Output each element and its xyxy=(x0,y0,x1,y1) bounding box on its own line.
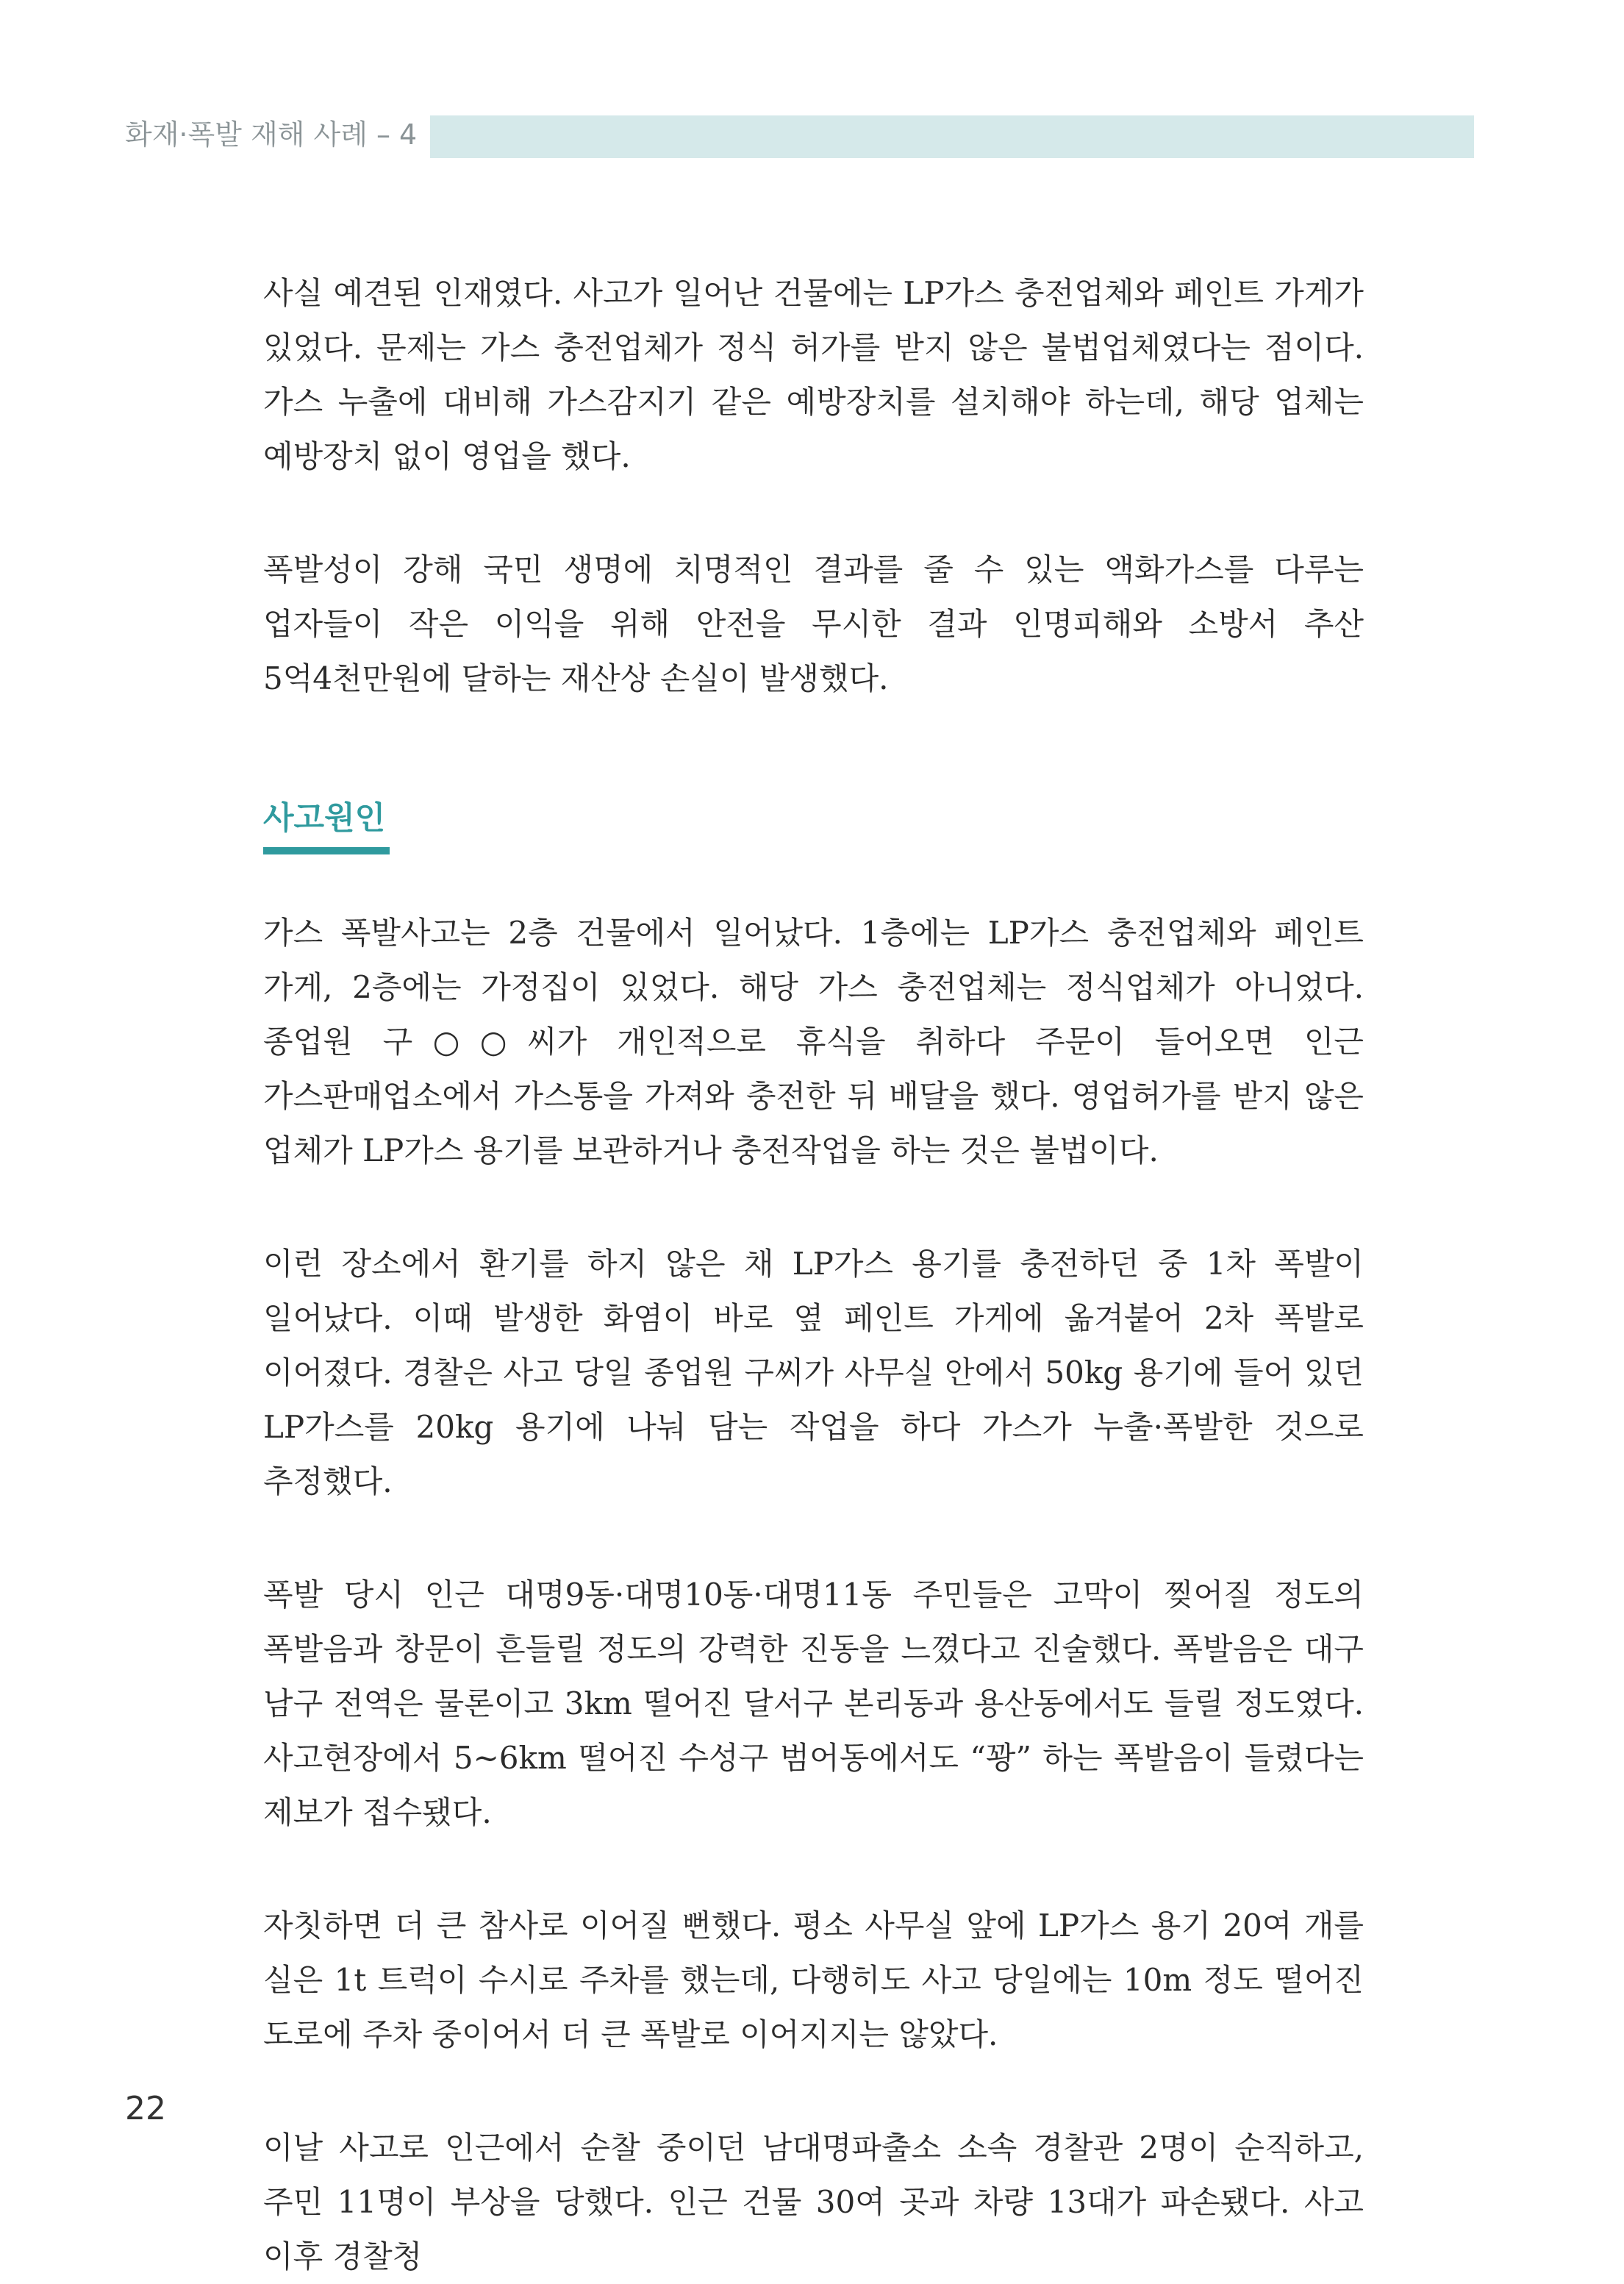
body-paragraph: 가스 폭발사고는 2층 건물에서 일어났다. 1층에는 LP가스 충전업체와 페인트 가게, 2층에는 가정집이 있었다. 해당 가스 충전업체는 정식업체가 아니었다. 종업원 구○○씨가 개인적으로 휴식을 취하다 주문이 들어오면 인근 가스판매업소에서 가스통을 가져와 충전한 뒤 배달을 했다. 영업허가를 받지 않은 업체가 LP가스 용기를 보관하거나 충전작업을 하는 것은 불법이다. xyxy=(263,915,1364,1168)
body-paragraph: 이런 장소에서 환기를 하지 않은 채 LP가스 용기를 충전하던 중 1차 폭발이 일어났다. 이때 발생한 화염이 바로 옆 페인트 가게에 옮겨붙어 2차 폭발로 이어졌다. 경찰은 사고 당일 종업원 구씨가 사무실 안에서 50kg 용기에 들어 있던 LP가스를 20kg 용기에 나눠 담는 작업을 하다 가스가 누출·폭발한 것으로 추정했다. xyxy=(263,1246,1364,1499)
section-heading xyxy=(263,800,390,854)
section-title: 사고원인 xyxy=(263,800,386,837)
running-header-title: 화재·폭발 재해 사례 – 4 xyxy=(125,118,418,151)
body-paragraph: 폭발 당시 인근 대명9동·대명10동·대명11동 주민들은 고막이 찢어질 정도의 폭발음과 창문이 흔들릴 정도의 강력한 진동을 느꼈다고 진술했다. 폭발음은 대구 남구 전역은 물론이고 3km 떨어진 달서구 본리동과 용산동에서도 들릴 정도였다. 사고현장에서 5~6km 떨어진 수성구 범어동에서도 “꽝” 하는 폭발음이 들렸다는 제보가 접수됐다. xyxy=(263,1577,1364,1830)
body-paragraph: 자칫하면 더 큰 참사로 이어질 뻔했다. 평소 사무실 앞에 LP가스 용기 20여 개를 실은 1t 트럭이 수시로 주차를 했는데, 다행히도 사고 당일에는 10m 정도 떨어진 도로에 주차 중이어서 더 큰 폭발로 이어지지는 않았다. xyxy=(263,1908,1364,2052)
page-content xyxy=(263,266,1364,2284)
header-decorative-bar xyxy=(430,115,1474,158)
body-paragraph: 이날 사고로 인근에서 순찰 중이던 남대명파출소 소속 경찰관 2명이 순직하고, 주민 11명이 부상을 당했다. 인근 건물 30여 곳과 차량 13대가 파손됐다. 사고 이후 경찰청 xyxy=(263,2130,1364,2274)
section-title-underline xyxy=(263,847,390,854)
body-paragraph: 사실 예견된 인재였다. 사고가 일어난 건물에는 LP가스 충전업체와 페인트 가게가 있었다. 문제는 가스 충전업체가 정식 허가를 받지 않은 불법업체였다는 점이다. 가스 누출에 대비해 가스감지기 같은 예방장치를 설치해야 하는데, 해당 업체는 예방장치 없이 영업을 했다. xyxy=(263,275,1364,474)
body-paragraph: 폭발성이 강해 국민 생명에 치명적인 결과를 줄 수 있는 액화가스를 다루는 업자들이 작은 이익을 위해 안전을 무시한 결과 인명피해와 소방서 추산 5억4천만원에 달하는 재산상 손실이 발생했다. xyxy=(263,552,1364,696)
page-number: 22 xyxy=(125,2090,166,2127)
